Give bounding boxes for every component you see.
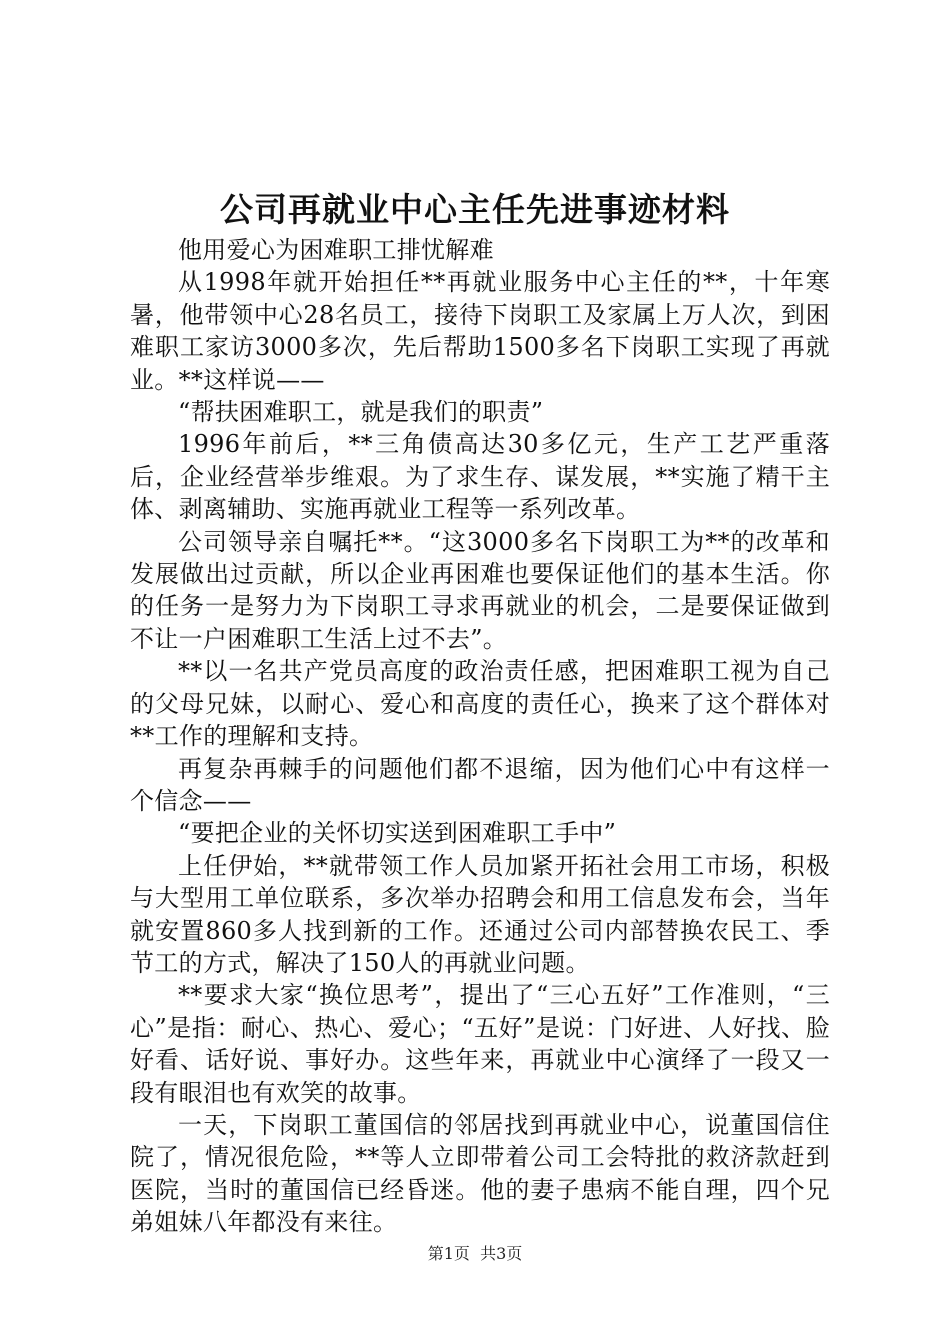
document-body	[130, 234, 830, 1239]
paragraph: 从1998年就开始担任**再就业服务中心主任的**，十年寒暑，他带领中心28名员工，接待下岗职工及家属上万人次，到困难职工家访3000多次，先后帮助1500多名下岗职工实现了再就业。**这样说——	[130, 268, 830, 394]
paragraph: 上任伊始，**就带领工作人员加紧开拓社会用工市场，积极与大型用工单位联系，多次举办招聘会和用工信息发布会，当年就安置860多人找到新的工作。还通过公司内部替换农民工、季节工的方式，解决了150人的再就业问题。	[130, 851, 830, 977]
paragraph: 再复杂再棘手的问题他们都不退缩，因为他们心中有这样一个信念——	[130, 754, 830, 815]
paragraph-quote: “帮扶困难职工，就是我们的职责”	[178, 398, 544, 427]
paragraph-subtitle: 他用爱心为困难职工排忧解难	[178, 236, 494, 264]
paragraph: 1996年前后，**三角债高达30多亿元，生产工艺严重落后，企业经营举步维艰。为了求生存、谋发展，**实施了精干主体、剥离辅助、实施再就业工程等一系列改革。	[130, 430, 830, 524]
document-title: 公司再就业中心主任先进事迹材料	[220, 190, 730, 229]
paragraph: 公司领导亲自嘱托**。“这3000多名下岗职工为**的改革和发展做出过贡献，所以企业再困难也要保证他们的基本生活。你的任务一是努力为下岗职工寻求再就业的机会，二是要保证做到不让一户困难职工生活上过不去”。	[130, 527, 830, 653]
page-number: 第1页 共3页	[427, 1244, 523, 1263]
paragraph: **要求大家“换位思考”，提出了“三心五好”工作准则，“三心”是指：耐心、热心、爱心；“五好”是说：门好进、人好找、脸好看、话好说、事好办。这些年来，再就业中心演绎了一段又一段有眼泪也有欢笑的故事。	[130, 981, 830, 1107]
paragraph: **以一名共产党员高度的政治责任感，把困难职工视为自己的父母兄妹，以耐心、爱心和高度的责任心，换来了这个群体对**工作的理解和支持。	[130, 657, 830, 751]
paragraph: 一天，下岗职工董国信的邻居找到再就业中心，说董国信住院了，情况很危险，**等人立即带着公司工会特批的救济款赶到医院，当时的董国信已经昏迷。他的妻子患病不能自理，四个兄弟姐妹八年都没有来往。	[130, 1110, 830, 1237]
paragraph-quote: “要把企业的关怀切实送到困难职工手中”	[178, 819, 617, 848]
page-footer	[0, 1242, 950, 1266]
